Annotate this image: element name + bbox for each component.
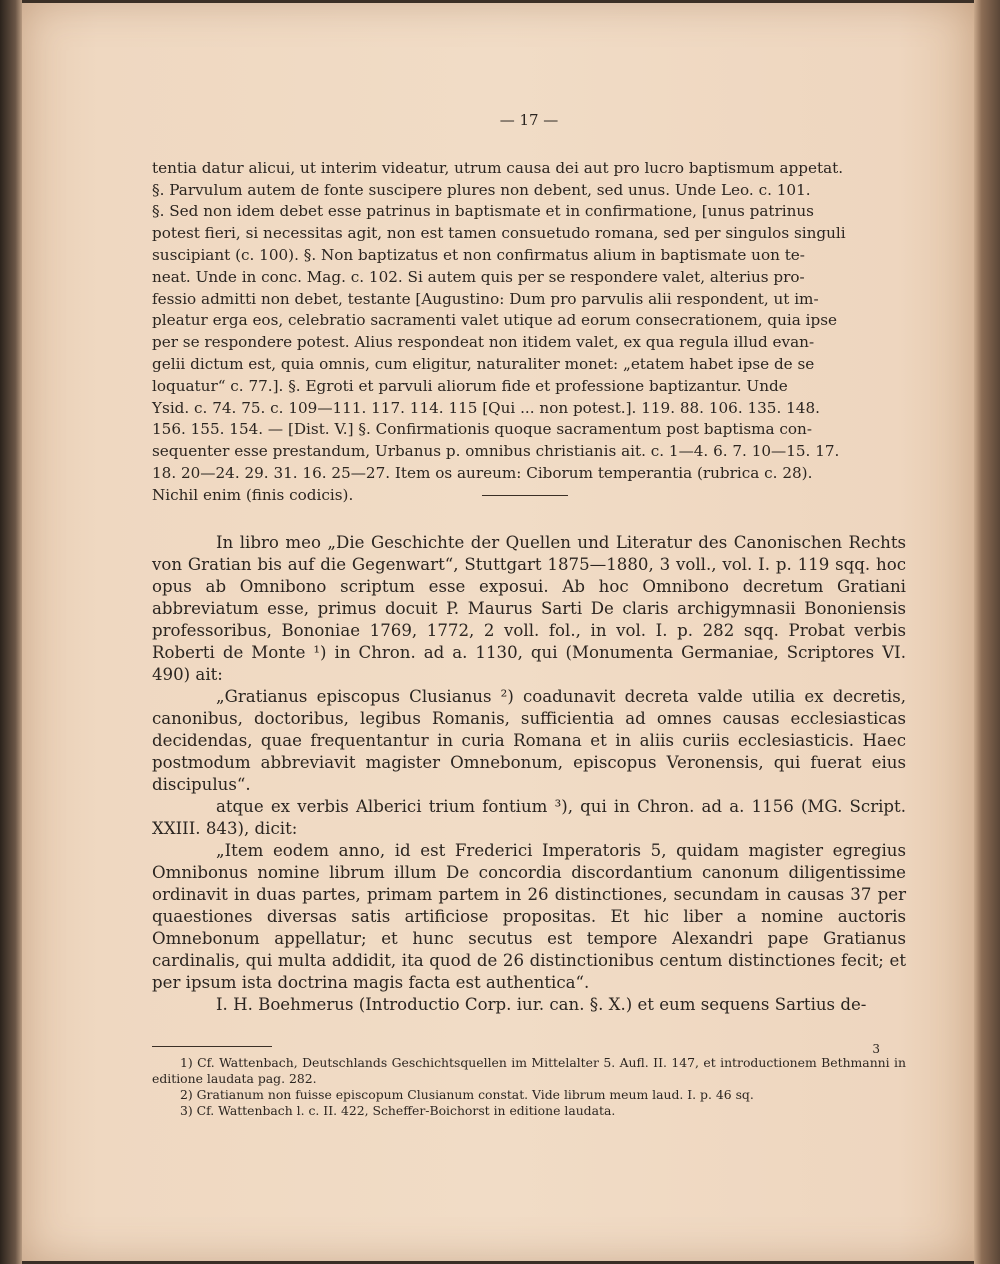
- first-block-line: pleatur erga eos, celebratio sacramenti valet utique ad eorum consecrationem, quia ipse: [152, 311, 838, 330]
- first-block-line: Ysid. c. 74. 75. c. 109—111. 117. 114. 115 [Qui ... non potest.]. 119. 88. 106. 135. 148.: [152, 398, 820, 417]
- page-edge: [974, 0, 1000, 1264]
- quotation: „Gratianus episcopus Clusianus ²) coadunavit decreta valde utilia ex decretis, canonibus, doctoribus, legibus Romanis, sufficientia ad omnes causas ecclesiasticas decidendas, quae frequentantur in curia Romana et in aliis curiis ecclesiasticis. Haec postmodum abbreviavit magister Omnebonum, episcopus Veronensis, qui fuerat eius discipulus“.: [152, 686, 906, 794]
- quotation: „Item eodem anno, id est Frederici Imperatoris 5, quidam magister egregius Omnibonus nomine librum illum De concordia discordantium canonum diligentissime ordinavit in duas partes, primam partem in 26 distinctiones, secundam in causas 37 per quaestiones diversas satis artificiose propositas. Et hic liber a nomine auctoris Omnebonum appellatur; et hunc secutus est tempore Alexandri pape Gratianus cardinalis, qui multa addidit, ita quod de 26 distinctionibus centum distinctiones fecit; et per ipsum ista doctrina magis facta est authentica“.: [152, 840, 906, 992]
- paragraph: In libro meo „Die Geschichte der Quellen und Literatur des Canonischen Rechts von Gratian bis auf die Gegenwart“, Stuttgart 1875—1880, 3 voll., vol. I. p. 119 sqq. hoc opus ab Omnibono scriptum esse exposui. Ab hoc Omnibono decretum Gratiani abbreviatum esse, primus docuit P. Maurus Sarti De claris archigymnasii Bononiensis professoribus, Bononiae 1769, 1772, 2 voll. fol., in vol. I. p. 282 sqq. Probat verbis Roberti de Monte ¹) in Chron. ad a. 1130, qui (Monumenta Germaniae, Scriptores VI. 490) ait:: [152, 532, 906, 684]
- main-text: [152, 532, 906, 1016]
- section-divider: [482, 495, 568, 496]
- first-block-line: loquatur“ c. 77.]. §. Egroti et parvuli aliorum fide et professione baptizantur. Unde: [152, 376, 788, 395]
- footnotes: [152, 1055, 906, 1119]
- page-content: [152, 110, 906, 1119]
- footnote: 3) Cf. Wattenbach l. c. II. 422, Scheffer-Boichorst in editione laudata.: [180, 1102, 616, 1118]
- first-block-line: neat. Unde in conc. Mag. c. 102. Si autem quis per se respondere valet, alterius pro-: [152, 267, 805, 286]
- paragraph: I. H. Boehmerus (Introductio Corp. iur. can. §. X.) et eum sequens Sartius de-: [216, 994, 867, 1014]
- first-block-line: sequenter esse prestandum, Urbanus p. omnibus christianis ait. c. 1—4. 6. 7. 10—15. 17.: [152, 442, 840, 461]
- footnote: 1) Cf. Wattenbach, Deutschlands Geschichtsquellen im Mittelalter 5. Aufl. II. 147, et introductionem Bethmanni in editione laudata pag. 282.: [152, 1054, 906, 1086]
- first-block-line: suscipiant (c. 100). §. Non baptizatus et non confirmatus alium in baptismate uon te-: [152, 245, 805, 264]
- first-block-line: potest fieri, si necessitas agit, non est tamen consuetudo romana, sed per singulos singuli: [152, 224, 846, 243]
- first-block-line: fessio admitti non debet, testante [Augustino: Dum pro parvulis alii respondent, ut im-: [152, 289, 819, 308]
- first-block-line: Nichil enim (finis codicis).: [152, 485, 354, 504]
- first-block-line: 18. 20—24. 29. 31. 16. 25—27. Item os aureum: Ciborum temperantia (rubrica c. 28).: [152, 463, 813, 482]
- first-block-line: §. Sed non idem debet esse patrinus in baptismate et in confirmatione, [unus patrinus: [152, 202, 814, 221]
- first-block-line: 156. 155. 154. — [Dist. V.] §. Confirmationis quoque sacramentum post baptisma con-: [152, 420, 812, 439]
- first-block-line: gelii dictum est, quia omnis, cum eligitur, naturaliter monet: „etatem habet ipse de se: [152, 354, 815, 373]
- footnote-divider: [152, 1046, 272, 1047]
- signature-mark: 3: [872, 1042, 880, 1056]
- first-block-line: tentia datur alicui, ut interim videatur, utrum causa dei aut pro lucro baptismum appetat.: [152, 158, 844, 177]
- first-block-line: §. Parvulum autem de fonte suscipere plures non debent, sed unus. Unde Leo. c. 101.: [152, 180, 811, 199]
- paragraph: atque ex verbis Alberici trium fontium ³), qui in Chron. ad a. 1156 (MG. Script. XXIII. 843), dicit:: [152, 796, 906, 838]
- first-block-line: per se respondere potest. Alius respondeat non itidem valet, ex qua regula illud evan-: [152, 333, 815, 352]
- book-gutter: [0, 0, 22, 1264]
- first-block: [152, 158, 906, 507]
- footnote: 2) Gratianum non fuisse episcopum Clusianum constat. Vide librum meum laud. I. p. 46 sq.: [180, 1086, 754, 1102]
- page-number: — 17 —: [499, 111, 559, 129]
